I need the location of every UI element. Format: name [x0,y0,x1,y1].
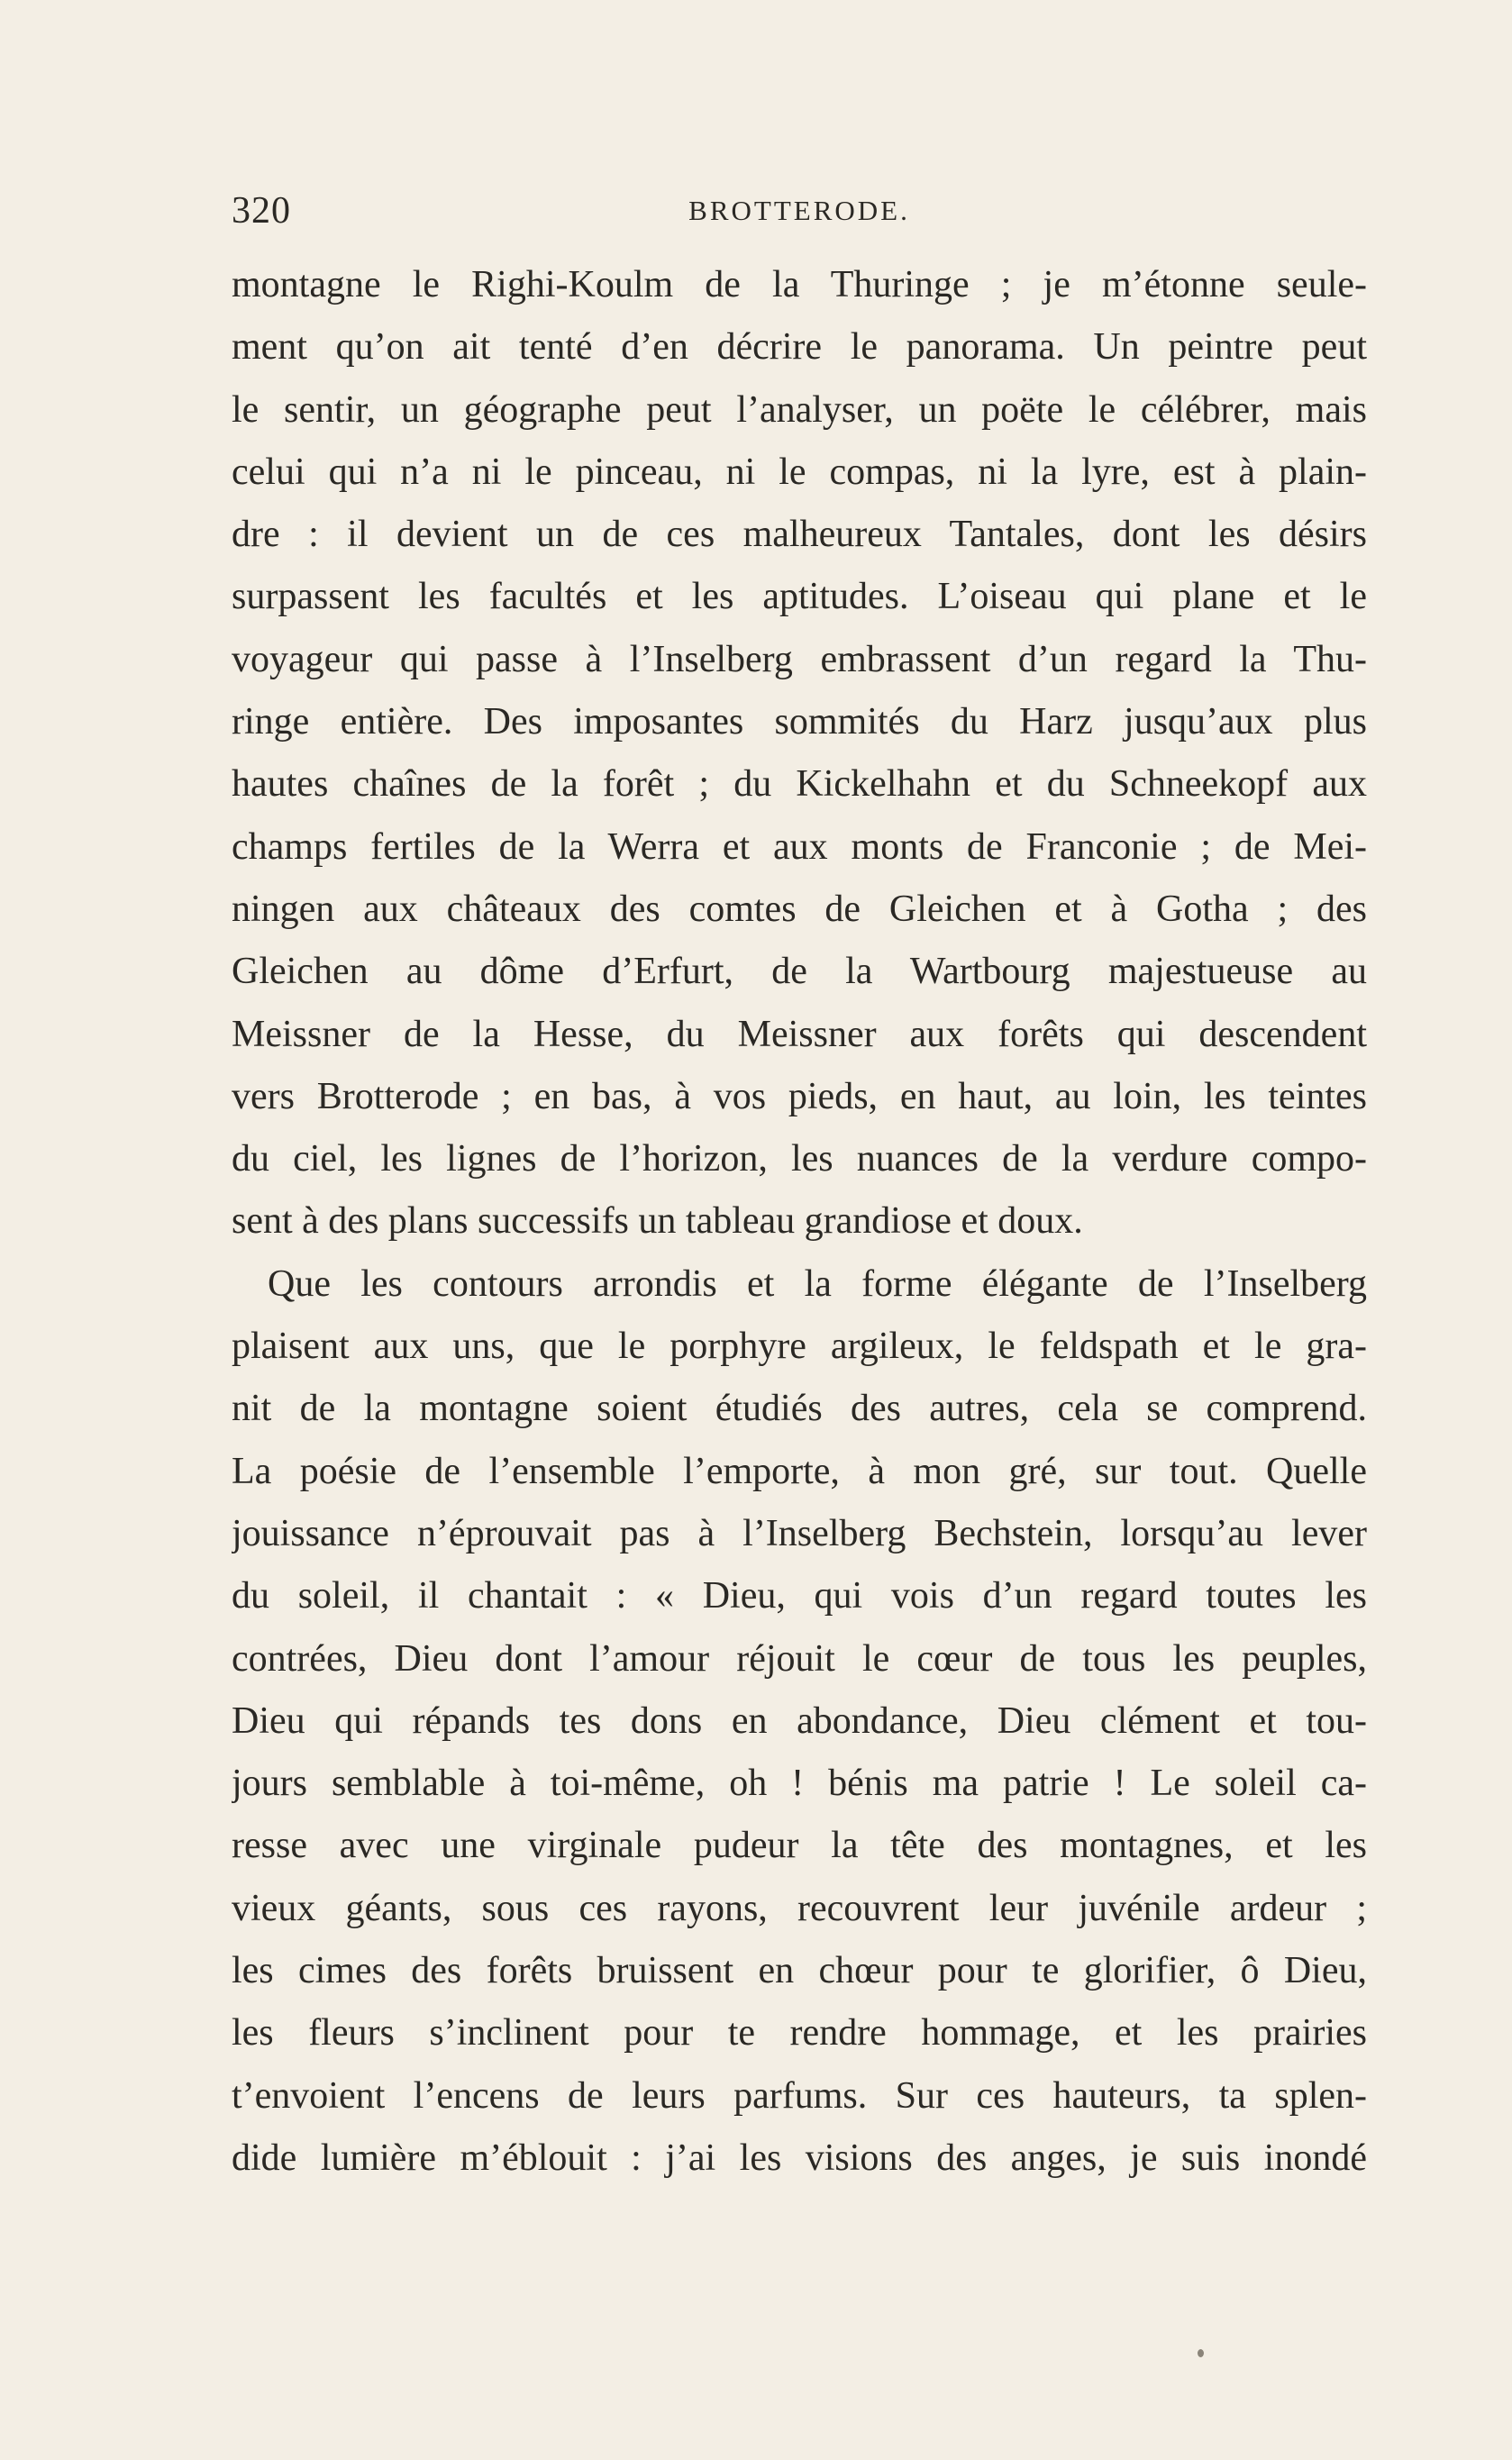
text-line: montagne le Righi-Koulm de la Thuringe ; je m’étonne seule- [232,264,1367,305]
text-line: Meissner de la Hesse, du Meissner aux forêts qui descendent [232,1013,1367,1055]
text-line: ningen aux châteaux des comtes de Gleichen et à Gotha ; des [232,888,1367,930]
page-header [232,189,1367,234]
text-line: les cimes des forêts bruissent en chœur pour te glorifier, ô Dieu, [232,1950,1367,1992]
text-line: du soleil, il chantait : « Dieu, qui vois d’un regard toutes les [232,1575,1367,1617]
text-line: ment qu’on ait tenté d’en décrire le panorama. Un peintre peut [232,326,1367,369]
page-number: 320 [232,190,291,232]
text-line: hautes chaînes de la forêt ; du Kickelhahn et du Schneekopf aux [232,763,1367,806]
text-line: le sentir, un géographe peut l’analyser, un poëte le célébrer, mais [232,388,1367,431]
text-line: t’envoient l’encens de leurs parfums. Sur ces hauteurs, ta splen- [232,2074,1367,2117]
text-line: nit de la montagne soient étudiés des autres, cela se comprend. [232,1388,1367,1430]
body-text [232,254,1367,2190]
text-line: celui qui n’a ni le pinceau, ni le compas, ni la lyre, est à plain- [232,451,1367,493]
paragraph-end-line: sent à des plans successifs un tableau grandiose et doux. [232,1200,1083,1243]
text-line: jouissance n’éprouvait pas à l’Inselberg Bechstein, lorsqu’au lever [232,1512,1367,1554]
text-line: les fleurs s’inclinent pour te rendre hommage, et les prairies [232,2012,1367,2055]
text-line: surpassent les facultés et les aptitudes. L’oiseau qui plane et le [232,576,1367,618]
text-line: contrées, Dieu dont l’amour réjouit le cœur de tous les peuples, [232,1637,1367,1680]
running-title: BROTTERODE. [688,195,910,226]
text-line: Gleichen au dôme d’Erfurt, de la Wartbourg majestueuse au [232,951,1367,993]
text-line: ringe entière. Des imposantes sommités du Harz jusqu’aux plus [232,701,1367,743]
text-line: dide lumière m’éblouit : j’ai les visions des anges, je suis inondé [232,2137,1367,2179]
text-line: resse avec une virginale pudeur la tête des montagnes, et les [232,1825,1367,1867]
text-line: vieux géants, sous ces rayons, recouvrent leur juvénile ardeur ; [232,1887,1367,1929]
text-line: Dieu qui répands tes dons en abondance, Dieu clément et tou- [232,1699,1367,1742]
text-line: La poésie de l’ensemble l’emporte, à mon gré, sur tout. Quelle [232,1450,1367,1492]
text-line: champs fertiles de la Werra et aux monts de Franconie ; de Mei- [232,825,1367,868]
text-line: plaisent aux uns, que le porphyre argileux, le feldspath et le gra- [232,1326,1367,1368]
text-line: jours semblable à toi-même, oh ! bénis ma patrie ! Le soleil ca- [232,1763,1367,1805]
text-line: vers Brotterode ; en bas, à vos pieds, en haut, au loin, les teintes [232,1075,1367,1117]
paper-speck [1198,2349,1204,2357]
paragraph-start-line: Que les contours arrondis et la forme élégante de l’Inselberg [268,1262,1367,1305]
text-line: du ciel, les lignes de l’horizon, les nuances de la verdure compo- [232,1138,1367,1180]
text-line: voyageur qui passe à l’Inselberg embrassent d’un regard la Thu- [232,638,1367,680]
text-line: dre : il devient un de ces malheureux Tantales, dont les désirs [232,514,1367,556]
